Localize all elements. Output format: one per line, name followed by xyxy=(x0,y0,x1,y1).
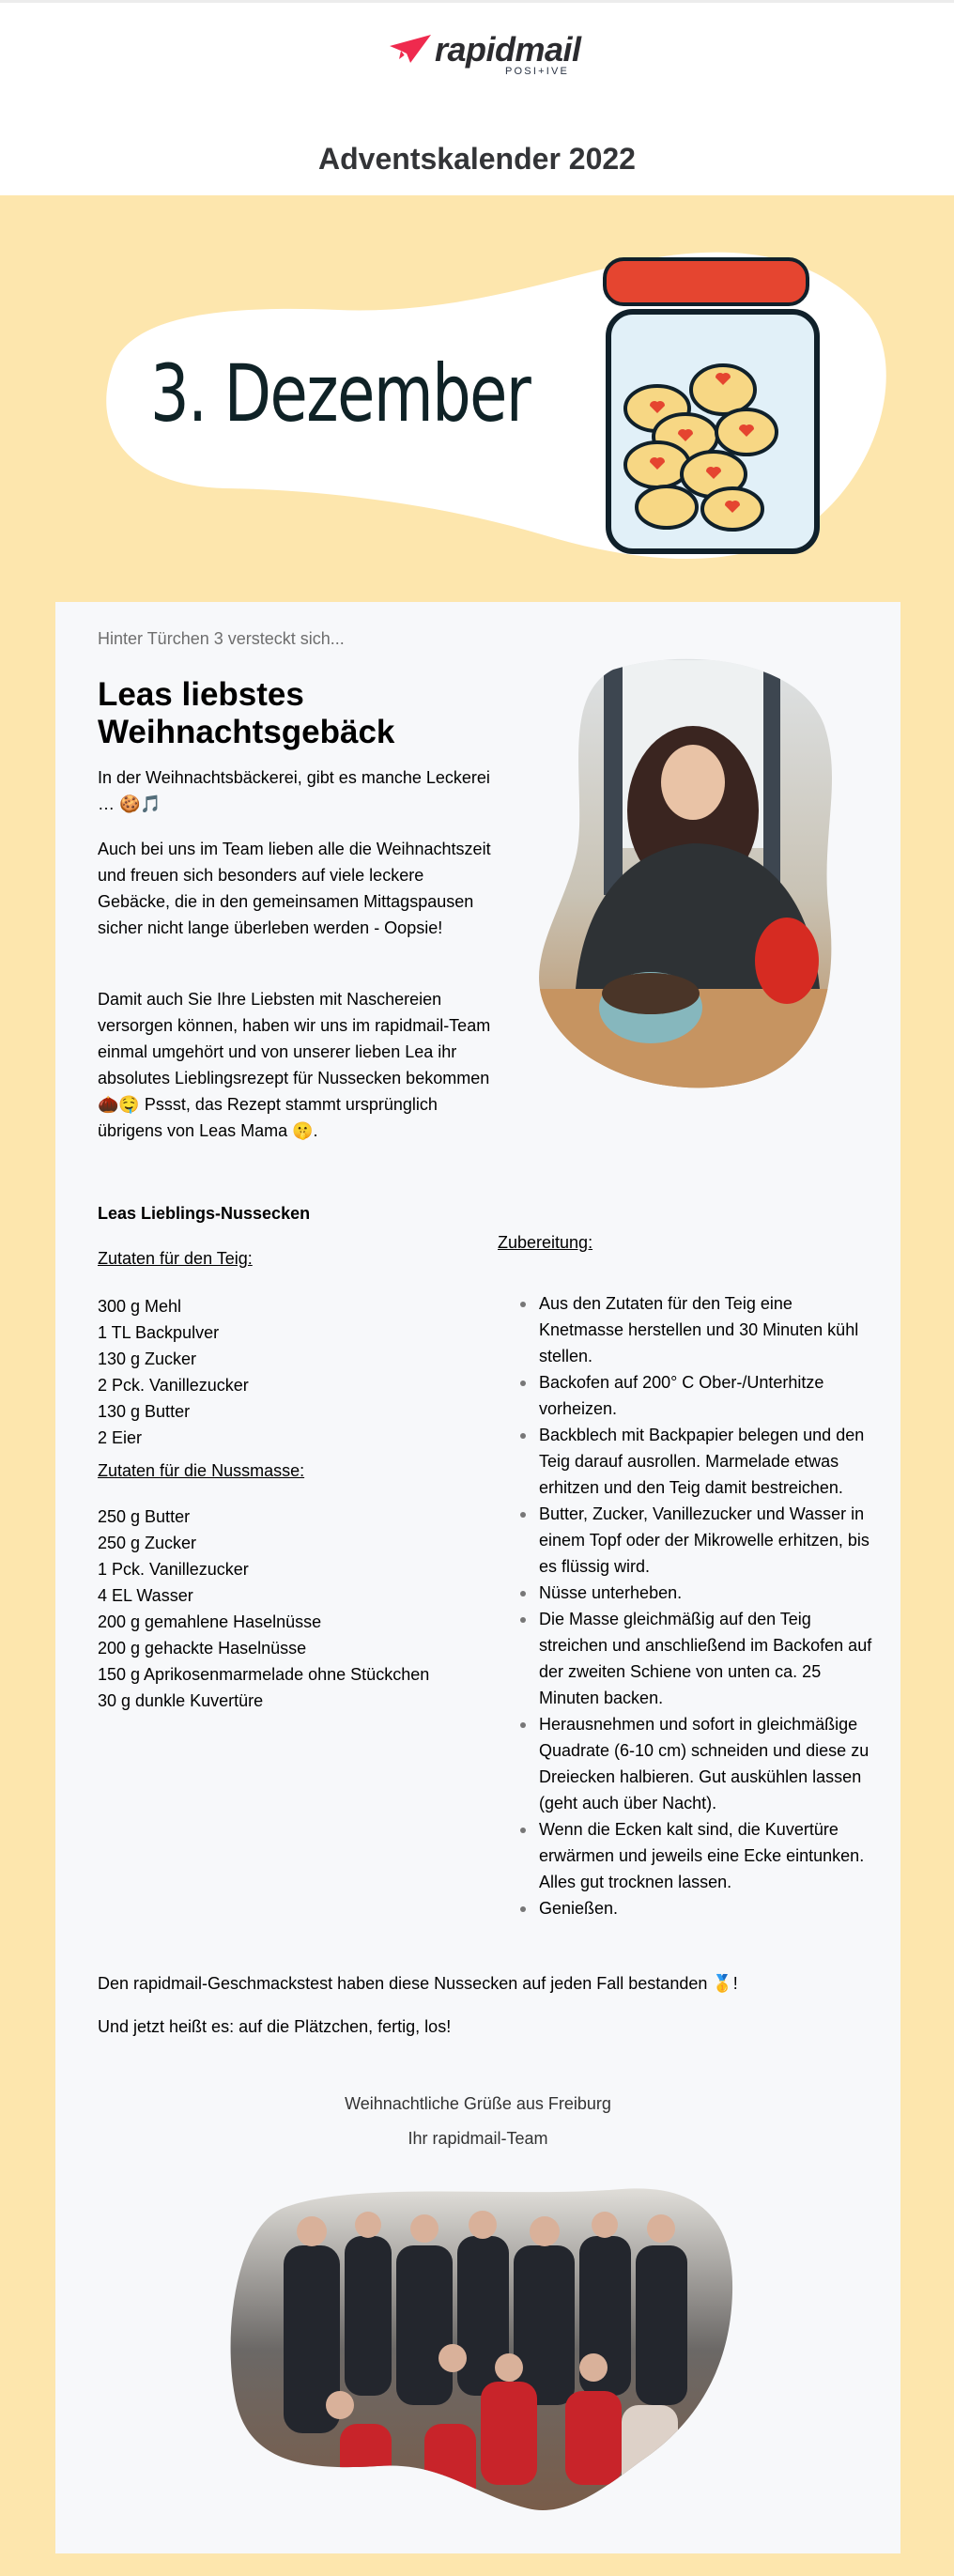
content-card xyxy=(55,602,900,2553)
hero-banner xyxy=(56,225,901,573)
step-item: Herausnehmen und sofort in gleichmäßige Quadrate (6-10 cm) schneiden und diese zu Dreiecken halbieren. Gut auskühlen lassen (geht auch über Nacht). xyxy=(501,1711,877,1816)
ingredient-item: 250 g Butter xyxy=(98,1507,191,1526)
article-headline: Leas liebstes Weihnachtsgebäck xyxy=(98,676,395,750)
dough-ingredients xyxy=(98,1293,492,1451)
steps-list xyxy=(501,1290,877,1921)
ingredient-item: 4 EL Wasser xyxy=(98,1586,193,1605)
email-header xyxy=(0,0,954,195)
ingredient-item: 1 Pck. Vanillezucker xyxy=(98,1560,249,1579)
page-title: Adventskalender 2022 xyxy=(318,142,636,176)
nut-ingredients xyxy=(98,1504,492,1714)
step-item: Backofen auf 200° C Ober-/Unterhitze vorheizen. xyxy=(501,1369,877,1422)
step-item: Die Masse gleichmäßig auf den Teig streichen und anschließend im Backofen auf der zweiten Schiene von unten ca. 25 Minuten backen. xyxy=(501,1606,877,1711)
signature-text: Ihr rapidmail-Team xyxy=(408,2129,548,2148)
step-item: Backblech mit Backpapier belegen und den Teig darauf ausrollen. Marmelade etwas erhitzen und den Teig damit bestreichen. xyxy=(501,1422,877,1501)
taste-test-text: Den rapidmail-Geschmackstest haben diese Nussecken auf jeden Fall bestanden 🥇! xyxy=(98,1974,738,1993)
greeting-text: Weihnachtliche Grüße aus Freiburg xyxy=(345,2094,611,2113)
recipe-title: Leas Lieblings-Nussecken xyxy=(98,1204,311,1223)
recipe-intro-paragraph: Damit auch Sie Ihre Liebsten mit Naschereien versorgen können, haben wir uns im rapidmail-Team einmal umgehört und von unserer lieben Lea ihr absolutes Lieblingsrezept für Nussecken bekommen 🌰🤤 Pssst, das Rezept stammt ursprünglich übrigens von Leas Mama 🤫. xyxy=(98,990,491,1140)
ingredient-item: 2 Pck. Vanillezucker xyxy=(98,1376,249,1395)
call-to-action-text: Und jetzt heißt es: auf die Plätzchen, fertig, los! xyxy=(98,2017,452,2036)
ingredient-item: 150 g Aprikosenmarmelade ohne Stückchen xyxy=(98,1665,430,1684)
intro-paragraph: In der Weihnachtsbäckerei, gibt es manche Leckerei … 🍪🎵 xyxy=(98,768,490,813)
ingredient-item: 200 g gemahlene Haselnüsse xyxy=(98,1612,322,1631)
step-item: Butter, Zucker, Vanillezucker und Wasser in einem Topf oder der Mikrowelle erhitzen, bis es flüssig wird. xyxy=(501,1501,877,1580)
ingredient-item: 1 TL Backpulver xyxy=(98,1323,220,1342)
ingredient-item: 30 g dunkle Kuvertüre xyxy=(98,1691,264,1710)
ingredient-item: 2 Eier xyxy=(98,1428,143,1447)
ingredient-item: 300 g Mehl xyxy=(98,1297,182,1316)
date-label: 3. Dezember xyxy=(150,347,531,440)
kicker-text: Hinter Türchen 3 versteckt sich... xyxy=(98,629,345,648)
ingredient-item: 130 g Zucker xyxy=(98,1350,197,1368)
lea-photo xyxy=(538,651,848,1092)
steps-heading: Zubereitung: xyxy=(498,1233,593,1252)
step-item: Aus den Zutaten für den Teig eine Knetmasse herstellen und 30 Minuten kühl stellen. xyxy=(501,1290,877,1369)
paper-plane-icon xyxy=(388,33,433,65)
ingredient-item: 130 g Butter xyxy=(98,1402,191,1421)
logo-tagline: POSI+IVE xyxy=(505,66,570,77)
step-item: Wenn die Ecken kalt sind, die Kuvertüre erwärmen und jeweils eine Ecke eintunken. Alles gut trocknen lassen. xyxy=(501,1816,877,1895)
dough-heading: Zutaten für den Teig: xyxy=(98,1249,253,1268)
team-paragraph: Auch bei uns im Team lieben alle die Weihnachtszeit und freuen sich besonders auf viele leckere Gebäcke, die in den gemeinsamen Mittagspausen sicher nicht lange überleben werden - Oopsie! xyxy=(98,840,491,937)
team-photo xyxy=(227,2180,734,2521)
rapidmail-logo[interactable] xyxy=(388,29,581,78)
ingredient-item: 250 g Zucker xyxy=(98,1534,197,1552)
nut-heading: Zutaten für die Nussmasse: xyxy=(98,1461,305,1480)
logo-wordmark: rapidmail xyxy=(435,30,581,69)
step-item: Nüsse unterheben. xyxy=(501,1580,877,1606)
step-item: Genießen. xyxy=(501,1895,877,1921)
cookie-jar-icon xyxy=(592,244,836,554)
ingredient-item: 200 g gehackte Haselnüsse xyxy=(98,1639,307,1658)
